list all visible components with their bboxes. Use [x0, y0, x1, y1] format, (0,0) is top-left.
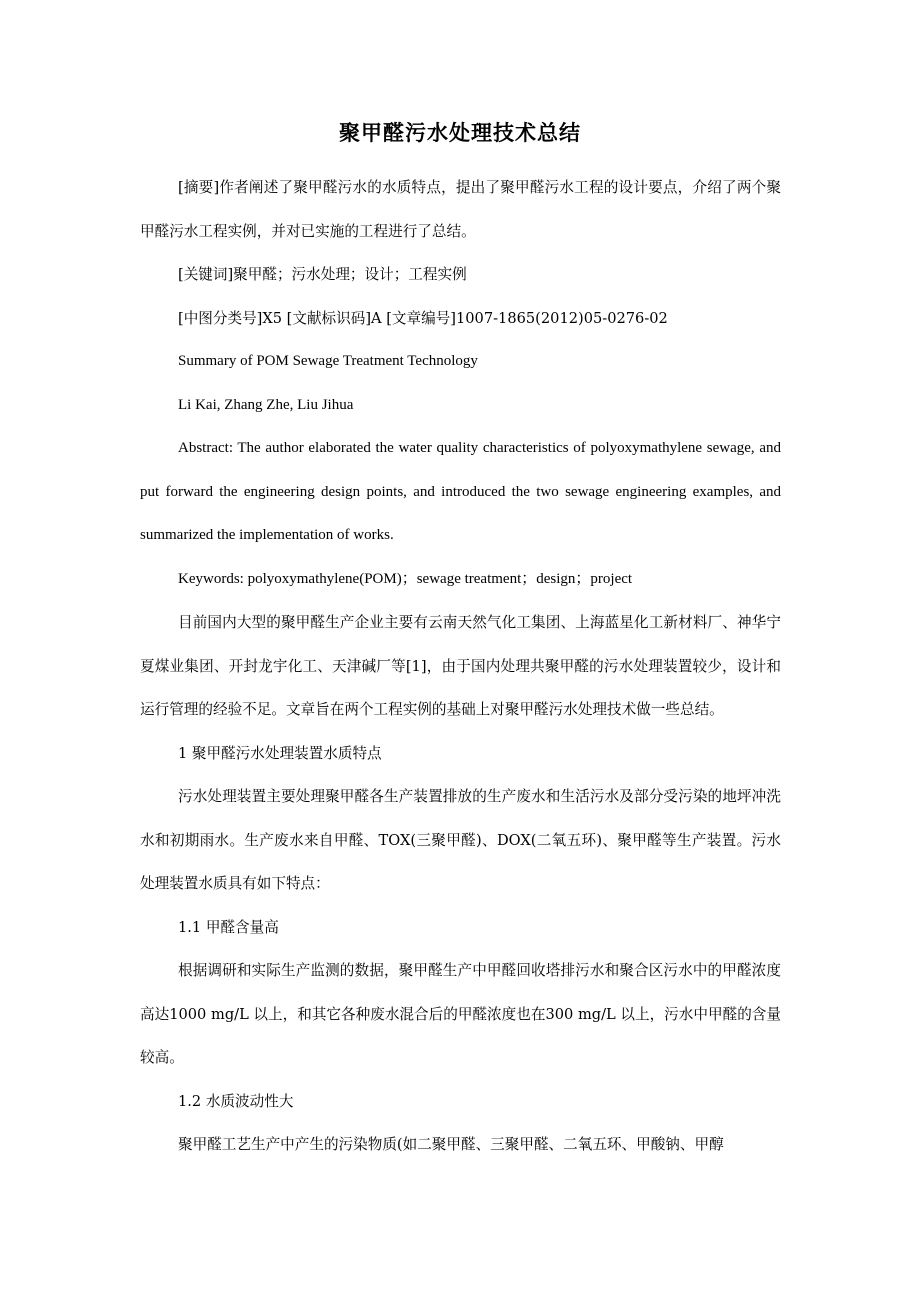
keywords-cn: [关键词]聚甲醛；污水处理；设计；工程实例	[178, 266, 467, 283]
section-1-2-body: 聚甲醛工艺生产中产生的污染物质(如二聚甲醛、三聚甲醛、二氧五环、甲酸钠、甲醇	[178, 1136, 724, 1153]
section-1-2-heading: 1.2 水质波动性大	[178, 1092, 294, 1110]
classification-line: [中图分类号]X5 [文献标识码]A [文章编号]1007-1865(2012)05-0276-02	[178, 309, 668, 327]
english-authors: Li Kai, Zhang Zhe, Liu Jihua	[178, 396, 354, 413]
section-1-body: 污水处理装置主要处理聚甲醛各生产装置排放的生产废水和生活污水及部分受污染的地坪冲洗水和初期雨水。生产废水来自甲醛、TOX(三聚甲醛)、DOX(二氧五环)、聚甲醛等生产装置。污水处理装置水质具有如下特点：	[140, 788, 781, 892]
keywords-en: Keywords: polyoxymathylene(POM)；sewage treatment；design；project	[178, 570, 633, 587]
document-body	[140, 166, 781, 1167]
english-title: Summary of POM Sewage Treatment Technology	[178, 353, 478, 369]
document-title: 聚甲醛污水处理技术总结	[339, 121, 581, 145]
intro-paragraph: 目前国内大型的聚甲醛生产企业主要有云南天然气化工集团、上海蓝星化工新材料厂、神华宁夏煤业集团、开封龙宇化工、天津碱厂等[1]，由于国内处理共聚甲醛的污水处理装置较少，设计和运行管理的经验不足。文章旨在两个工程实例的基础上对聚甲醛污水处理技术做一些总结。	[140, 614, 781, 718]
section-1-1-heading: 1.1 甲醛含量高	[178, 918, 279, 936]
section-1-1-body: 根据调研和实际生产监测的数据，聚甲醛生产中甲醛回收塔排污水和聚合区污水中的甲醛浓度高达1000 mg/L 以上，和其它各种废水混合后的甲醛浓度也在300 mg/L 以上，污水中甲醛的含量较高。	[140, 962, 781, 1066]
abstract-cn: [摘要]作者阐述了聚甲醛污水的水质特点，提出了聚甲醛污水工程的设计要点，介绍了两个聚甲醛污水工程实例，并对已实施的工程进行了总结。	[140, 179, 781, 240]
abstract-en: Abstract: The author elaborated the water quality characteristics of polyoxymathylene sewage, and put forward the engineering design points, and introduced the two sewage engineering examples, and summarized the implementation of works.	[140, 440, 781, 543]
section-1-heading: 1 聚甲醛污水处理装置水质特点	[178, 744, 382, 762]
